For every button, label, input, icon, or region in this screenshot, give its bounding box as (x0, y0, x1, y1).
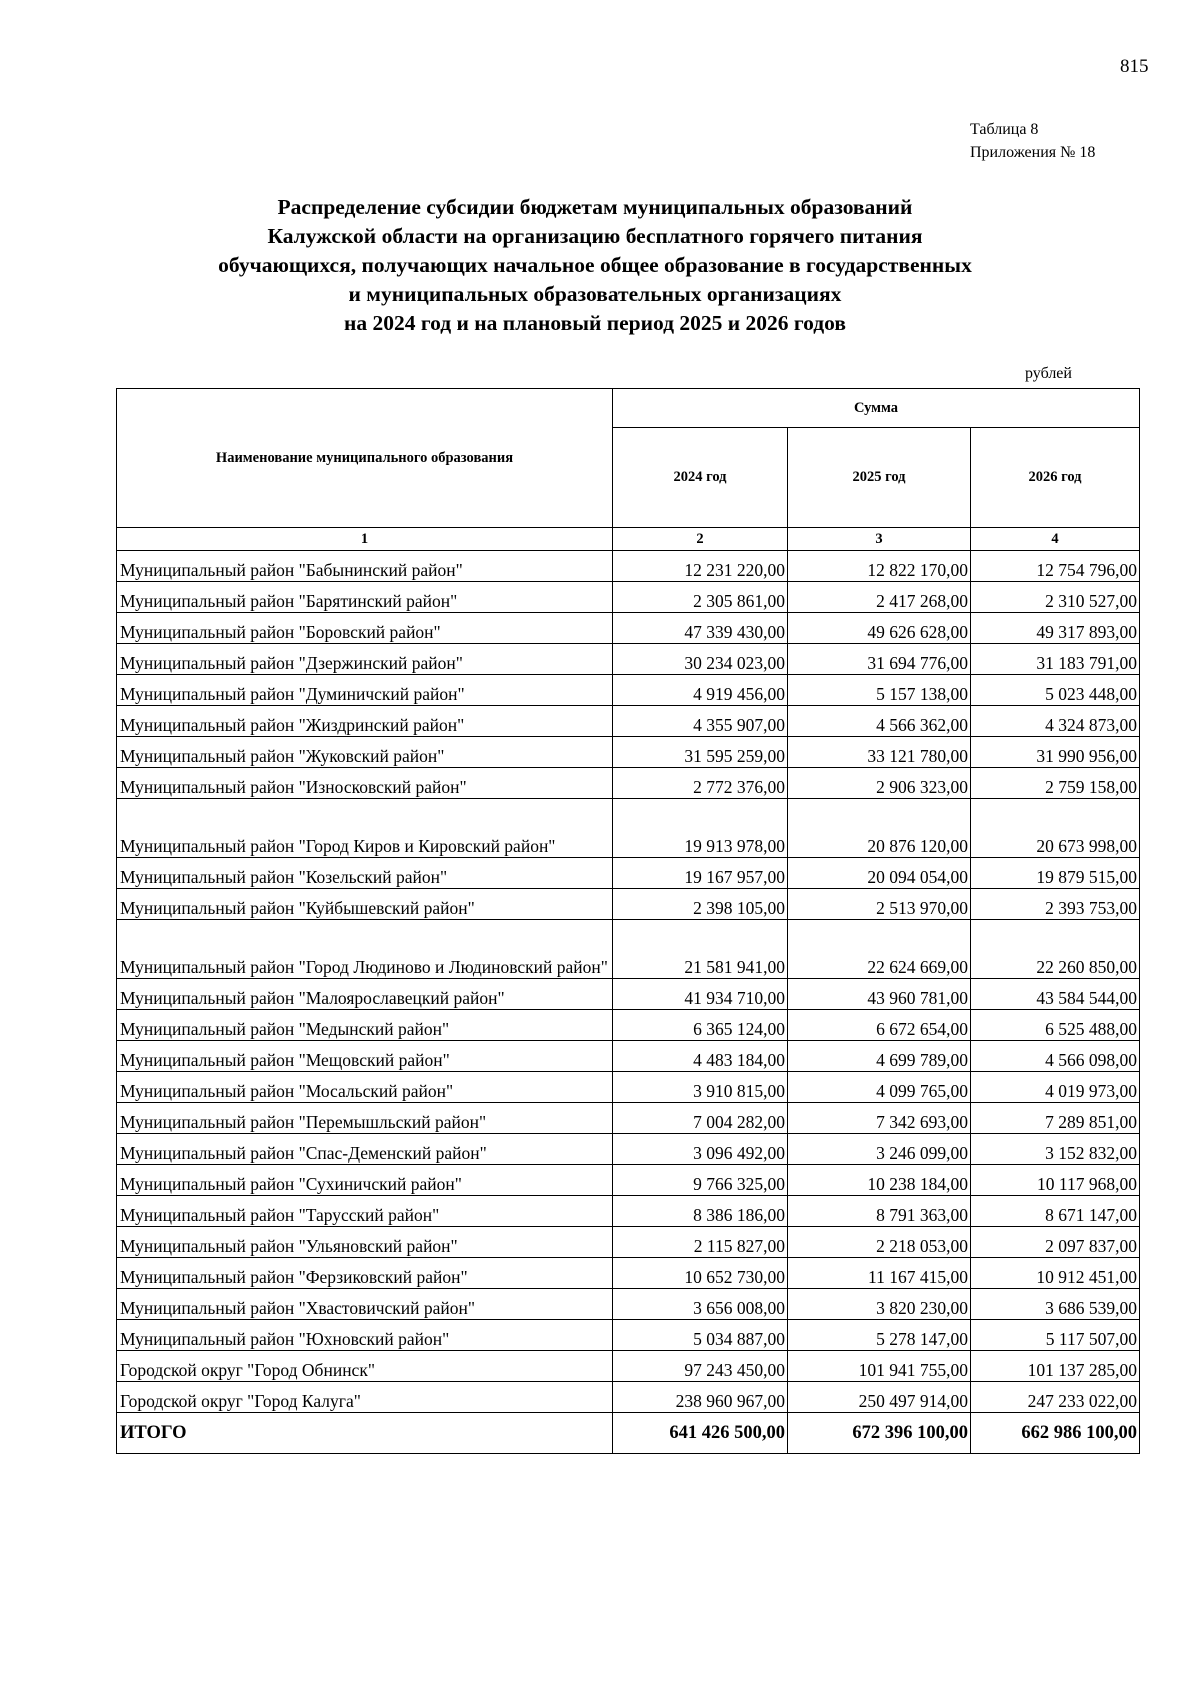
municipality-name: Муниципальный район "Хвастовичский район" (117, 1289, 613, 1320)
amount-2025: 31 694 776,00 (788, 644, 971, 675)
amount-2025: 12 822 170,00 (788, 551, 971, 582)
amount-2025: 2 906 323,00 (788, 768, 971, 799)
municipality-name: Муниципальный район "Жуковский район" (117, 737, 613, 768)
total-row (117, 1413, 1140, 1454)
header-municipality-name: Наименование муниципального образования (117, 389, 613, 528)
amount-2025: 8 791 363,00 (788, 1196, 971, 1227)
amount-2024: 2 398 105,00 (613, 889, 788, 920)
title-line: Калужской области на организацию бесплатного горячего питания (267, 224, 923, 248)
table-row (117, 799, 1140, 858)
table-row (117, 613, 1140, 644)
total-2024: 641 426 500,00 (613, 1413, 788, 1454)
amount-2025: 49 626 628,00 (788, 613, 971, 644)
amount-2024: 8 386 186,00 (613, 1196, 788, 1227)
municipality-name: Муниципальный район "Барятинский район" (117, 582, 613, 613)
municipality-name: Муниципальный район "Дзержинский район" (117, 644, 613, 675)
amount-2025: 3 246 099,00 (788, 1134, 971, 1165)
amount-2026: 4 324 873,00 (971, 706, 1140, 737)
amount-2026: 31 990 956,00 (971, 737, 1140, 768)
table-row (117, 706, 1140, 737)
column-number: 3 (788, 528, 971, 551)
municipality-name: Муниципальный район "Козельский район" (117, 858, 613, 889)
header-sum: Сумма (613, 389, 1140, 428)
municipality-name: Муниципальный район "Мещовский район" (117, 1041, 613, 1072)
amount-2025: 33 121 780,00 (788, 737, 971, 768)
table-reference (970, 118, 1095, 164)
amount-2024: 12 231 220,00 (613, 551, 788, 582)
amount-2024: 2 115 827,00 (613, 1227, 788, 1258)
appendix-reference-line: Приложения № 18 (970, 144, 1096, 161)
municipality-name: Муниципальный район "Юхновский район" (117, 1320, 613, 1351)
page-number: 815 (1120, 56, 1149, 77)
amount-2026: 19 879 515,00 (971, 858, 1140, 889)
amount-2026: 247 233 022,00 (971, 1382, 1140, 1413)
total-label: ИТОГО (117, 1413, 613, 1454)
table-row (117, 1258, 1140, 1289)
table-reference-line: Таблица 8 (970, 121, 1039, 138)
amount-2025: 4 699 789,00 (788, 1041, 971, 1072)
municipality-name: Муниципальный район "Боровский район" (117, 613, 613, 644)
amount-2024: 47 339 430,00 (613, 613, 788, 644)
amount-2025: 2 417 268,00 (788, 582, 971, 613)
amount-2025: 250 497 914,00 (788, 1382, 971, 1413)
amount-2025: 101 941 755,00 (788, 1351, 971, 1382)
amount-2026: 2 393 753,00 (971, 889, 1140, 920)
amount-2026: 101 137 285,00 (971, 1351, 1140, 1382)
table-row (117, 858, 1140, 889)
amount-2026: 2 759 158,00 (971, 768, 1140, 799)
municipality-name: Муниципальный район "Ферзиковский район" (117, 1258, 613, 1289)
amount-2024: 238 960 967,00 (613, 1382, 788, 1413)
header-year-2024: 2024 год (613, 428, 788, 528)
amount-2024: 4 355 907,00 (613, 706, 788, 737)
amount-2025: 11 167 415,00 (788, 1258, 971, 1289)
subsidy-table (116, 388, 1140, 1454)
amount-2025: 4 099 765,00 (788, 1072, 971, 1103)
municipality-name: Муниципальный район "Мосальский район" (117, 1072, 613, 1103)
title-line: Распределение субсидии бюджетам муниципальных образований (277, 195, 913, 219)
amount-2026: 5 023 448,00 (971, 675, 1140, 706)
municipality-name: Муниципальный район "Город Людиново и Людиновский район" (117, 920, 613, 979)
table-row (117, 979, 1140, 1010)
amount-2026: 3 686 539,00 (971, 1289, 1140, 1320)
amount-2025: 4 566 362,00 (788, 706, 971, 737)
amount-2024: 4 919 456,00 (613, 675, 788, 706)
header-year-2025: 2025 год (788, 428, 971, 528)
table-row (117, 1041, 1140, 1072)
municipality-name: Муниципальный район "Износковский район" (117, 768, 613, 799)
table-row (117, 1134, 1140, 1165)
amount-2026: 4 566 098,00 (971, 1041, 1140, 1072)
amount-2024: 3 910 815,00 (613, 1072, 788, 1103)
table-row (117, 1165, 1140, 1196)
municipality-name: Муниципальный район "Сухиничский район" (117, 1165, 613, 1196)
table-row (117, 768, 1140, 799)
municipality-name: Муниципальный район "Спас-Деменский район" (117, 1134, 613, 1165)
amount-2025: 20 094 054,00 (788, 858, 971, 889)
amount-2024: 21 581 941,00 (613, 920, 788, 979)
municipality-name: Муниципальный район "Жиздринский район" (117, 706, 613, 737)
amount-2026: 6 525 488,00 (971, 1010, 1140, 1041)
amount-2026: 8 671 147,00 (971, 1196, 1140, 1227)
amount-2026: 12 754 796,00 (971, 551, 1140, 582)
total-2025: 672 396 100,00 (788, 1413, 971, 1454)
amount-2025: 5 157 138,00 (788, 675, 971, 706)
amount-2024: 7 004 282,00 (613, 1103, 788, 1134)
municipality-name: Городской округ "Город Обнинск" (117, 1351, 613, 1382)
amount-2025: 7 342 693,00 (788, 1103, 971, 1134)
municipality-name: Городской округ "Город Калуга" (117, 1382, 613, 1413)
amount-2025: 5 278 147,00 (788, 1320, 971, 1351)
table-row (117, 1227, 1140, 1258)
table-row (117, 675, 1140, 706)
amount-2026: 10 117 968,00 (971, 1165, 1140, 1196)
column-number: 2 (613, 528, 788, 551)
amount-2025: 3 820 230,00 (788, 1289, 971, 1320)
table-row (117, 889, 1140, 920)
amount-2024: 10 652 730,00 (613, 1258, 788, 1289)
amount-2026: 5 117 507,00 (971, 1320, 1140, 1351)
amount-2026: 31 183 791,00 (971, 644, 1140, 675)
amount-2024: 4 483 184,00 (613, 1041, 788, 1072)
amount-2026: 2 097 837,00 (971, 1227, 1140, 1258)
amount-2025: 2 218 053,00 (788, 1227, 971, 1258)
amount-2026: 4 019 973,00 (971, 1072, 1140, 1103)
table-row (117, 920, 1140, 979)
column-number: 4 (971, 528, 1140, 551)
amount-2026: 3 152 832,00 (971, 1134, 1140, 1165)
amount-2026: 49 317 893,00 (971, 613, 1140, 644)
table-row (117, 582, 1140, 613)
table-row (117, 1103, 1140, 1134)
document-title (150, 193, 1040, 338)
amount-2026: 2 310 527,00 (971, 582, 1140, 613)
table-row (117, 1320, 1140, 1351)
amount-2024: 5 034 887,00 (613, 1320, 788, 1351)
amount-2024: 19 913 978,00 (613, 799, 788, 858)
amount-2024: 97 243 450,00 (613, 1351, 788, 1382)
amount-2025: 20 876 120,00 (788, 799, 971, 858)
table-row (117, 1351, 1140, 1382)
table-row (117, 1010, 1140, 1041)
table-row (117, 1289, 1140, 1320)
amount-2026: 43 584 544,00 (971, 979, 1140, 1010)
table-row (117, 551, 1140, 582)
amount-2026: 10 912 451,00 (971, 1258, 1140, 1289)
title-line: обучающихся, получающих начальное общее образование в государственных (218, 253, 972, 277)
total-2026: 662 986 100,00 (971, 1413, 1140, 1454)
municipality-name: Муниципальный район "Медынский район" (117, 1010, 613, 1041)
amount-2024: 2 772 376,00 (613, 768, 788, 799)
header-year-2026: 2026 год (971, 428, 1140, 528)
municipality-name: Муниципальный район "Перемышльский район" (117, 1103, 613, 1134)
title-line: на 2024 год и на плановый период 2025 и 2026 годов (344, 311, 846, 335)
municipality-name: Муниципальный район "Думиничский район" (117, 675, 613, 706)
amount-2024: 30 234 023,00 (613, 644, 788, 675)
table-row (117, 644, 1140, 675)
amount-2025: 22 624 669,00 (788, 920, 971, 979)
amount-2026: 22 260 850,00 (971, 920, 1140, 979)
municipality-name: Муниципальный район "Малоярославецкий район" (117, 979, 613, 1010)
municipality-name: Муниципальный район "Тарусский район" (117, 1196, 613, 1227)
amount-2024: 31 595 259,00 (613, 737, 788, 768)
municipality-name: Муниципальный район "Куйбышевский район" (117, 889, 613, 920)
amount-2024: 41 934 710,00 (613, 979, 788, 1010)
amount-2024: 9 766 325,00 (613, 1165, 788, 1196)
amount-2025: 43 960 781,00 (788, 979, 971, 1010)
amount-2024: 3 096 492,00 (613, 1134, 788, 1165)
amount-2025: 6 672 654,00 (788, 1010, 971, 1041)
amount-2025: 10 238 184,00 (788, 1165, 971, 1196)
amount-2024: 6 365 124,00 (613, 1010, 788, 1041)
column-number: 1 (117, 528, 613, 551)
amount-2025: 2 513 970,00 (788, 889, 971, 920)
table-row (117, 1196, 1140, 1227)
municipality-name: Муниципальный район "Город Киров и Кировский район" (117, 799, 613, 858)
amount-2026: 7 289 851,00 (971, 1103, 1140, 1134)
amount-2024: 2 305 861,00 (613, 582, 788, 613)
table-row (117, 737, 1140, 768)
title-line: и муниципальных образовательных организациях (348, 282, 842, 306)
currency-unit: рублей (1025, 365, 1072, 382)
amount-2024: 3 656 008,00 (613, 1289, 788, 1320)
municipality-name: Муниципальный район "Бабынинский район" (117, 551, 613, 582)
table-row (117, 1072, 1140, 1103)
amount-2026: 20 673 998,00 (971, 799, 1140, 858)
municipality-name: Муниципальный район "Ульяновский район" (117, 1227, 613, 1258)
amount-2024: 19 167 957,00 (613, 858, 788, 889)
table-row (117, 1382, 1140, 1413)
